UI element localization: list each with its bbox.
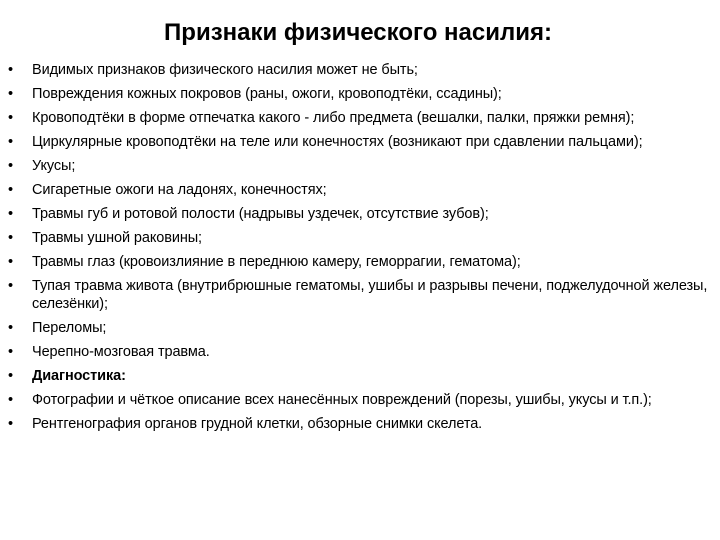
list-item-text: Укусы;: [32, 158, 76, 174]
list-item-text: Видимых признаков физического насилия может не быть;: [32, 62, 418, 78]
list-item-text: Циркулярные кровоподтёки на теле или конечностях (возникают при сдавлении пальцами);: [32, 134, 643, 150]
slide-title: Признаки физического насилия:: [164, 19, 552, 46]
list-item: [8, 254, 714, 272]
list-item: [8, 110, 714, 128]
bullet-icon: •: [8, 319, 13, 336]
list-item: [8, 344, 714, 362]
bullet-icon: •: [8, 278, 13, 294]
list-item-text: Травмы губ и ротовой полости (надрывы уздечек, отсутствие зубов);: [32, 206, 489, 222]
list-item: [8, 86, 714, 104]
bullet-icon: •: [8, 62, 13, 78]
list-item-text: Фотографии и чёткое описание всех нанесённых повреждений (порезы, ушибы, укусы и т.п.);: [32, 391, 652, 408]
list-item: [8, 320, 714, 338]
list-item: [8, 134, 714, 152]
list-item-text: Тупая травма живота (внутрибрюшные гематомы, ушибы и разрывы печени, поджелудочной железы, селезёнки);: [32, 278, 708, 312]
list-item: [8, 230, 714, 248]
bullet-icon: •: [8, 230, 13, 246]
bullet-icon: •: [8, 254, 13, 270]
bullet-list: [8, 62, 714, 440]
list-item-text: Травмы глаз (кровоизлияние в переднюю камеру, геморрагии, гематома);: [32, 254, 521, 270]
list-item-text: Сигаретные ожоги на ладонях, конечностях;: [32, 182, 327, 198]
bullet-icon: •: [8, 134, 13, 150]
bullet-icon: •: [8, 415, 13, 432]
list-item: [8, 158, 714, 176]
list-item-text: Диагностика:: [32, 367, 126, 384]
bullet-icon: •: [8, 343, 13, 360]
bullet-icon: •: [8, 367, 13, 384]
list-item: [8, 62, 714, 80]
list-item-text: Травмы ушной раковины;: [32, 230, 202, 246]
list-item: [8, 368, 714, 386]
bullet-icon: •: [8, 391, 13, 408]
list-item: [8, 206, 714, 224]
list-item-text: Черепно-мозговая травма.: [32, 343, 210, 360]
list-item: [8, 416, 714, 434]
bullet-icon: •: [8, 86, 13, 102]
list-item: [8, 278, 714, 313]
bullet-icon: •: [8, 158, 13, 174]
bullet-icon: •: [8, 206, 13, 222]
list-item: [8, 392, 714, 410]
list-item-text: Рентгенография органов грудной клетки, обзорные снимки скелета.: [32, 415, 483, 432]
list-item-text: Кровоподтёки в форме отпечатка какого - либо предмета (вешалки, палки, пряжки ремня);: [32, 110, 635, 126]
list-item: [8, 182, 714, 200]
bullet-icon: •: [8, 110, 13, 126]
list-item-text: Переломы;: [32, 319, 107, 336]
list-item-text: Повреждения кожных покровов (раны, ожоги, кровоподтёки, ссадины);: [32, 86, 502, 102]
bullet-icon: •: [8, 182, 13, 198]
